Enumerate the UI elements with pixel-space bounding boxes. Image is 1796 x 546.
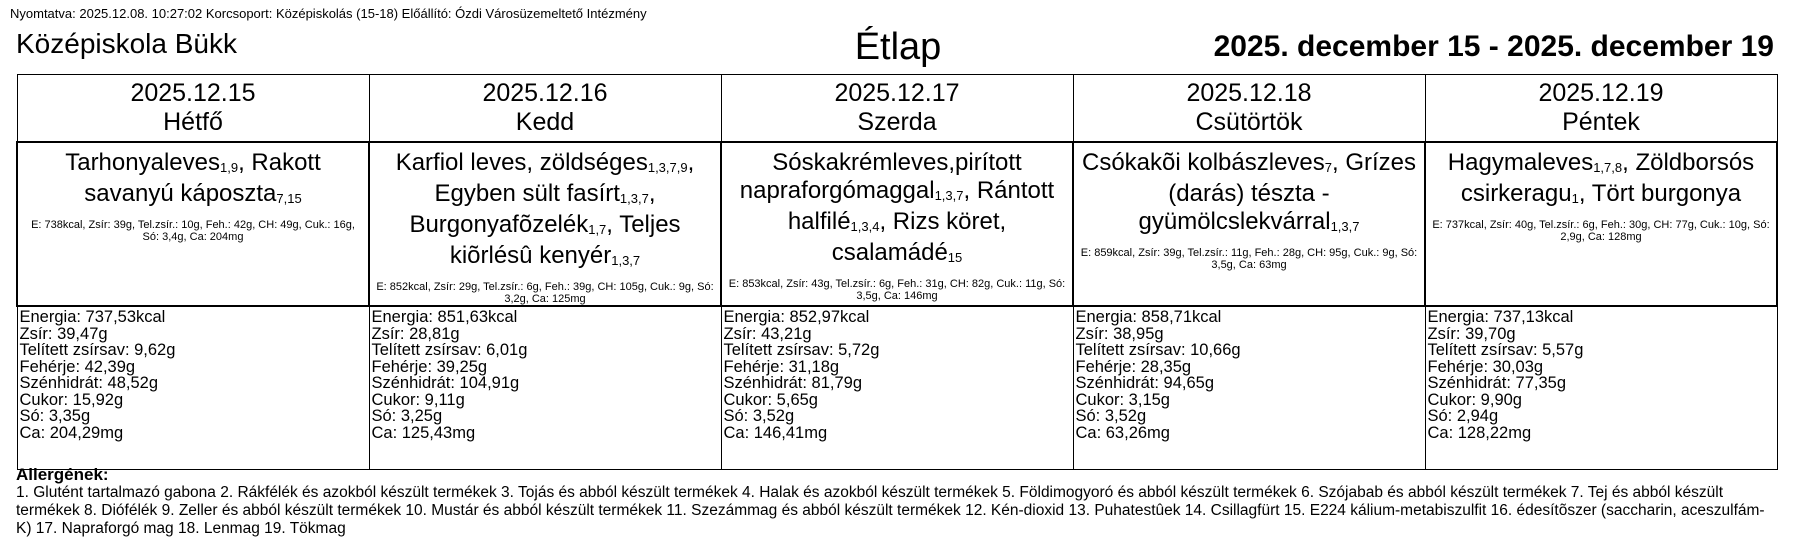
meal-nutrition-summary: E: 737kcal, Zsír: 40g, Tel.zsír.: 6g, Feh.: 30g, CH: 77g, Cuk.: 10g, Só: 2,9g, Ca: 128mg <box>1432 219 1770 243</box>
allergen-codes: 1,3,7 <box>934 188 964 203</box>
day-weekday: Csütörtök <box>1195 108 1303 136</box>
meal-row <box>17 142 1777 306</box>
menu-table <box>16 74 1778 470</box>
nutrition-line: Energia: 737,53kcal <box>19 308 166 326</box>
nutrition-line: Cukor: 5,65g <box>723 390 818 409</box>
nutrition-line: Energia: 852,97kcal <box>723 308 870 326</box>
meal-description <box>722 143 1072 270</box>
nutrition-line: Szénhidrát: 77,35g <box>1427 374 1567 392</box>
meal-cell <box>721 142 1073 306</box>
allergens-list: 1. Glutént tartalmazó gabona 2. Rákfélék és azokból készült termékek 3. Tojás és abból készült termékek 4. Halak és azokból készült termékek 5. Földimogyoró és abból készült termékek 6. Szójabab és abból készült termékek 7. Tej és abból készült termékek 8. Diófélék 9. Zeller és abból készült termékek 10. Mustár és abból készült termékek 11. Szezámmag és abból készült termékek 12. Kén-dioxid 13. Puhatestûek 14. Csillagfürt 15. E224 kálium-metabiszulfit 16. édesítõszer (saccharin, aceszulfám-K) 17. Napraforgó mag 18. Lenmag 19. Tökmag <box>16 484 1765 537</box>
day-header <box>369 75 721 143</box>
allergen-codes: 1,7,8 <box>1593 160 1623 175</box>
day-header <box>721 75 1073 143</box>
allergen-codes: 1,3,7 <box>619 191 649 206</box>
nutrition-line: Zsír: 43,21g <box>723 324 812 343</box>
nutrition-line: Ca: 204,29mg <box>19 423 124 442</box>
day-weekday: Péntek <box>1562 108 1640 136</box>
day-date: 2025.12.18 <box>1186 79 1312 107</box>
meal-cell <box>1073 142 1425 306</box>
nutrition-line: Ca: 128,22mg <box>1427 423 1532 442</box>
meal-cell <box>369 142 721 306</box>
page-title: Étlap <box>854 26 942 68</box>
meal-item: Sóskakrémleves,pirított napraforgómaggal <box>739 149 1022 204</box>
meal-description <box>1074 143 1424 239</box>
day-weekday: Kedd <box>515 108 575 136</box>
nutrition-line: Szénhidrát: 48,52g <box>19 374 159 392</box>
nutrition-row <box>17 306 1777 470</box>
allergen-codes: 1,3,7 <box>1330 219 1360 234</box>
meal-item: Tarhonyaleves <box>65 149 220 176</box>
nutrition-line: Só: 3,25g <box>371 407 443 425</box>
day-weekday: Hétfő <box>163 108 223 136</box>
nutrition-cell <box>1425 306 1777 470</box>
day-date: 2025.12.15 <box>130 79 256 107</box>
nutrition-line: Ca: 63,26mg <box>1075 423 1170 442</box>
meal-description <box>18 143 368 211</box>
allergens-title: Allergének: <box>16 465 109 484</box>
nutrition-line: Zsír: 38,95g <box>1075 324 1164 343</box>
day-date: 2025.12.16 <box>482 79 608 107</box>
nutrition-line: Szénhidrát: 94,65g <box>1075 374 1215 392</box>
nutrition-line: Telített zsírsav: 5,72g <box>723 341 880 359</box>
nutrition-line: Cukor: 3,15g <box>1075 390 1170 409</box>
nutrition-line: Telített zsírsav: 9,62g <box>19 341 176 359</box>
nutrition-line: Só: 2,94g <box>1427 407 1499 425</box>
nutrition-line: Cukor: 9,11g <box>371 390 465 409</box>
day-weekday: Szerda <box>857 108 937 136</box>
nutrition-line: Zsír: 39,47g <box>19 324 108 343</box>
meal-item: Karfiol leves, zöldséges <box>395 149 648 176</box>
day-date: 2025.12.17 <box>834 79 960 107</box>
nutrition-line: Ca: 146,41mg <box>723 423 828 442</box>
nutrition-line: Fehérje: 28,35g <box>1075 357 1192 376</box>
meal-item: Csókakõi kolbászleves <box>1081 149 1325 176</box>
allergens-section <box>16 466 1778 538</box>
nutrition-line: Só: 3,52g <box>1075 407 1147 425</box>
nutrition-line: Ca: 125,43mg <box>371 423 476 442</box>
nutrition-cell <box>369 306 721 470</box>
nutrition-line: Cukor: 9,90g <box>1427 390 1522 409</box>
meal-description <box>1426 143 1776 211</box>
meal-nutrition-summary: E: 859kcal, Zsír: 39g, Tel.zsír.: 11g, Feh.: 28g, CH: 95g, Cuk.: 9g, Só: 3,5g, Ca: 63mg <box>1080 247 1418 271</box>
nutrition-line: Só: 3,35g <box>19 407 91 425</box>
nutrition-cell <box>1073 306 1425 470</box>
meal-nutrition-summary: E: 853kcal, Zsír: 43g, Tel.zsír.: 6g, Feh.: 31g, CH: 82g, Cuk.: 11g, Só: 3,5g, Ca: 146mg <box>728 278 1066 302</box>
meal-item: , Burgonyafõzelék <box>409 180 656 238</box>
nutrition-line: Telített zsírsav: 5,57g <box>1427 341 1584 359</box>
day-header <box>1425 75 1777 143</box>
allergen-codes: 1,7 <box>588 222 607 237</box>
meal-description <box>370 143 720 273</box>
nutrition-line: Telített zsírsav: 6,01g <box>371 341 528 359</box>
nutrition-line: Energia: 858,71kcal <box>1075 308 1222 326</box>
nutrition-line: Energia: 737,13kcal <box>1427 308 1574 326</box>
date-range: 2025. december 15 - 2025. december 19 <box>1213 30 1774 63</box>
allergen-codes: 1,3,4 <box>850 219 880 234</box>
meal-item: , Rizs köret, csalamádé <box>831 208 1007 266</box>
nutrition-line: Szénhidrát: 104,91g <box>371 374 520 392</box>
nutrition-line: Cukor: 15,92g <box>19 390 124 409</box>
allergen-codes: 1,3,7,9 <box>647 160 688 175</box>
meal-item: Hagymaleves <box>1447 149 1594 176</box>
allergen-codes: 15 <box>947 250 963 265</box>
nutrition-line: Fehérje: 39,25g <box>371 357 488 376</box>
allergen-codes: 1 <box>1571 191 1579 206</box>
allergen-codes: 1,9 <box>219 160 239 175</box>
meal-item: , Rakott savanyú káposzta <box>84 149 321 207</box>
nutrition-line: Telített zsírsav: 10,66g <box>1075 341 1241 359</box>
meal-nutrition-summary: E: 852kcal, Zsír: 29g, Tel.zsír.: 6g, Feh.: 39g, CH: 105g, Cuk.: 9g, Só: 3,2g, Ca: 125mg <box>376 281 714 305</box>
meal-cell <box>1425 142 1777 306</box>
nutrition-line: Fehérje: 30,03g <box>1427 357 1544 376</box>
meal-item: , Egyben sült fasírt <box>434 149 695 207</box>
nutrition-line: Energia: 851,63kcal <box>371 308 518 326</box>
allergen-codes: 7 <box>1324 160 1332 175</box>
allergen-codes: 7,15 <box>276 191 302 206</box>
meal-cell <box>17 142 369 306</box>
day-header <box>17 75 369 143</box>
nutrition-line: Zsír: 39,70g <box>1427 324 1516 343</box>
nutrition-line: Fehérje: 42,39g <box>19 357 136 376</box>
allergen-codes: 1,3,7 <box>611 253 641 268</box>
meal-item: , Teljes kiõrlésû kenyér <box>449 211 681 269</box>
meal-item: , Zöldborsós csirkeragu <box>1460 149 1755 207</box>
school-name: Középiskola Bükk <box>16 28 238 59</box>
nutrition-line: Só: 3,52g <box>723 407 795 425</box>
nutrition-line: Fehérje: 31,18g <box>723 357 840 376</box>
nutrition-line: Zsír: 28,81g <box>371 324 460 343</box>
nutrition-cell <box>17 306 369 470</box>
nutrition-line: Szénhidrát: 81,79g <box>723 374 863 392</box>
printed-info: Nyomtatva: 2025.12.08. 10:27:02 Korcsoport: Középiskolás (15-18) Előállító: Ózdi Városüzemeltető Intézmény <box>10 6 647 21</box>
meal-item: , Tört burgonya <box>1578 180 1742 207</box>
day-header <box>1073 75 1425 143</box>
meal-item: , Rántott halfilé <box>787 177 1055 235</box>
meal-item: , Grízes (darás) tészta - gyümölcslekvárral <box>1138 149 1417 235</box>
meal-nutrition-summary: E: 738kcal, Zsír: 39g, Tel.zsír.: 10g, Feh.: 42g, CH: 49g, Cuk.: 16g, Só: 3,4g, Ca: 204mg <box>31 219 355 243</box>
day-header-row <box>17 75 1777 143</box>
day-date: 2025.12.19 <box>1538 79 1664 107</box>
nutrition-cell <box>721 306 1073 470</box>
